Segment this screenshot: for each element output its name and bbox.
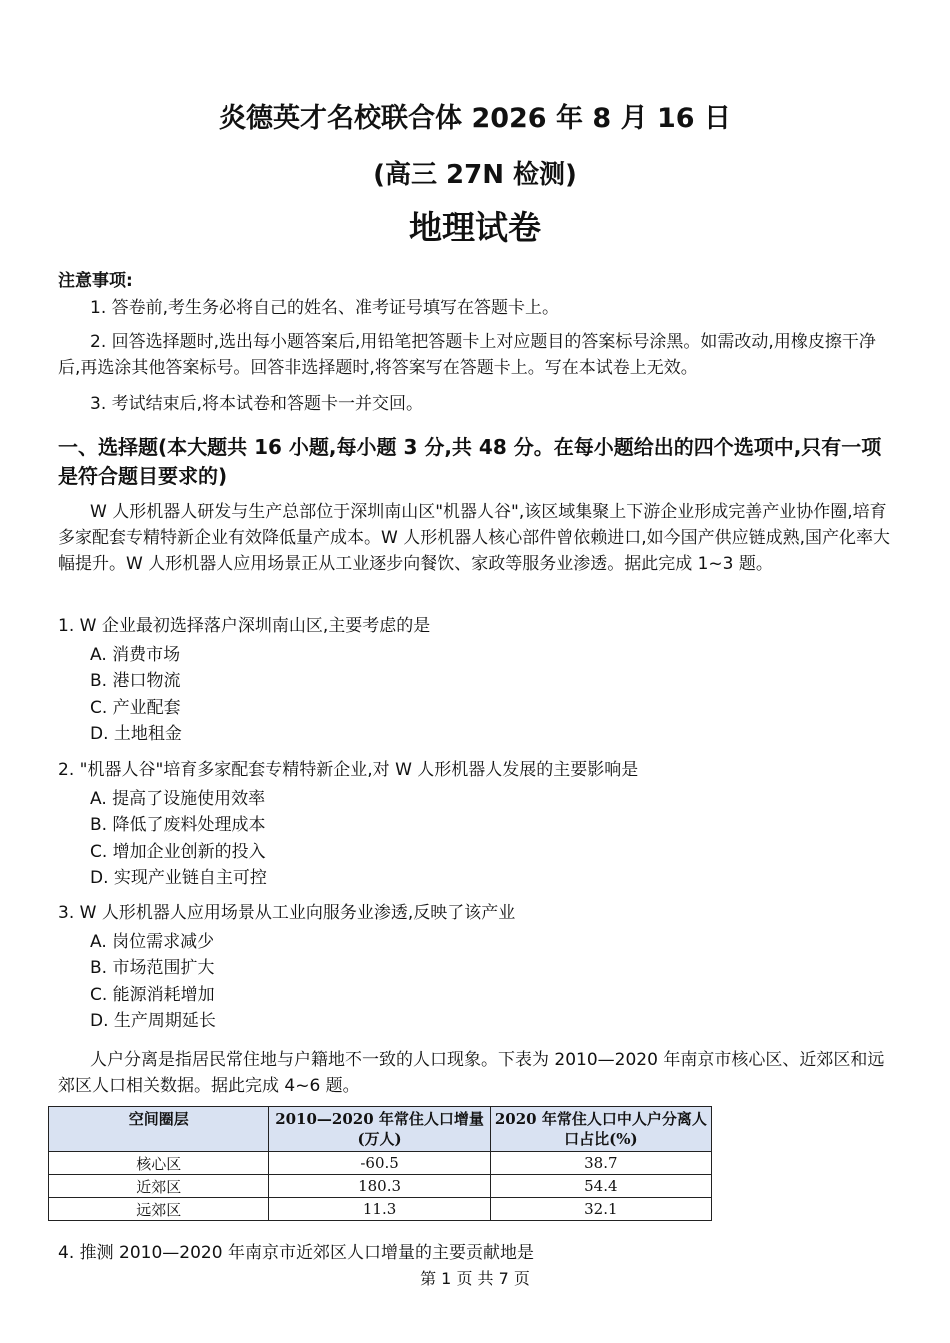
table-cell: 180.3 bbox=[269, 1175, 490, 1198]
question-2-stem: 2. "机器人谷"培育多家配套专精特新企业,对 W 人形机器人发展的主要影响是 bbox=[58, 760, 639, 780]
passage-2: 人户分离是指居民常住地与户籍地不一致的人口现象。下表为 2010—2020 年南京市核心区、近郊区和远郊区人口相关数据。据此完成 4~6 题。 bbox=[58, 1050, 885, 1096]
question-4-stem: 4. 推测 2010—2020 年南京市近郊区人口增量的主要贡献地是 bbox=[58, 1243, 534, 1263]
table-header-cell: 空间圈层 bbox=[49, 1107, 269, 1152]
question-2-option-a: A. 提高了设施使用效率 bbox=[90, 789, 266, 809]
table-cell: 54.4 bbox=[490, 1175, 711, 1198]
question-2-option-b: B. 降低了废料处理成本 bbox=[90, 815, 266, 835]
exam-header-line2: (高三 27N 检测) bbox=[373, 160, 577, 190]
table-header-row bbox=[49, 1107, 712, 1152]
exam-header-line1: 炎德英才名校联合体 2026 年 8 月 16 日 bbox=[219, 103, 731, 134]
table-row bbox=[49, 1198, 712, 1221]
notice-item-1: 1. 答卷前,考生务必将自己的姓名、准考证号填写在答题卡上。 bbox=[90, 298, 560, 318]
passage-1: W 人形机器人研发与生产总部位于深圳南山区"机器人谷",该区域集聚上下游企业形成完善产业协作圈,培育多家配套专精特新企业有效降低量产成本。W 人形机器人核心部件曾依赖进口,如今国产供应链成熟,国产化率大幅提升。W 人形机器人应用场景正从工业逐步向餐饮、家政等服务业渗透。据此完成 1~3 题。 bbox=[58, 502, 891, 574]
question-1-option-c: C. 产业配套 bbox=[90, 698, 181, 718]
question-2-option-c: C. 增加企业创新的投入 bbox=[90, 842, 266, 862]
table-cell: 近郊区 bbox=[49, 1175, 269, 1198]
table-cell: 11.3 bbox=[269, 1198, 490, 1221]
table-cell: 远郊区 bbox=[49, 1198, 269, 1221]
table-cell: 38.7 bbox=[490, 1152, 711, 1175]
question-1-option-d: D. 土地租金 bbox=[90, 724, 182, 744]
table-row bbox=[49, 1175, 712, 1198]
notice-heading: 注意事项: bbox=[58, 271, 133, 291]
question-1-option-a: A. 消费市场 bbox=[90, 645, 181, 665]
section-heading: 一、选择题(本大题共 16 小题,每小题 3 分,共 48 分。在每小题给出的四个选项中,只有一项是符合题目要求的) bbox=[58, 435, 882, 488]
table-cell: 32.1 bbox=[490, 1198, 711, 1221]
table-cell: 核心区 bbox=[49, 1152, 269, 1175]
question-3-option-a: A. 岗位需求减少 bbox=[90, 932, 215, 952]
question-1-stem: 1. W 企业最初选择落户深圳南山区,主要考虑的是 bbox=[58, 616, 431, 636]
notice-item-3: 3. 考试结束后,将本试卷和答题卡一并交回。 bbox=[90, 394, 424, 414]
table-row bbox=[49, 1152, 712, 1175]
question-3-option-b: B. 市场范围扩大 bbox=[90, 958, 215, 978]
exam-title: 地理试卷 bbox=[409, 208, 541, 247]
question-3-option-c: C. 能源消耗增加 bbox=[90, 985, 215, 1005]
question-2-option-d: D. 实现产业链自主可控 bbox=[90, 868, 267, 888]
table-cell: -60.5 bbox=[269, 1152, 490, 1175]
table-header-cell: 2010—2020 年常住人口增量(万人) bbox=[269, 1107, 490, 1152]
population-table bbox=[48, 1106, 712, 1221]
table-header-cell: 2020 年常住人口中人户分离人口占比(%) bbox=[490, 1107, 711, 1152]
page-number: 第 1 页 共 7 页 bbox=[420, 1269, 530, 1288]
notice-item-2: 2. 回答选择题时,选出每小题答案后,用铅笔把答题卡上对应题目的答案标号涂黑。如需改动,用橡皮擦干净后,再选涂其他答案标号。回答非选择题时,将答案写在答题卡上。写在本试卷上无效。 bbox=[58, 332, 876, 378]
question-1-option-b: B. 港口物流 bbox=[90, 671, 181, 691]
question-3-option-d: D. 生产周期延长 bbox=[90, 1011, 216, 1031]
question-3-stem: 3. W 人形机器人应用场景从工业向服务业渗透,反映了该产业 bbox=[58, 903, 516, 923]
